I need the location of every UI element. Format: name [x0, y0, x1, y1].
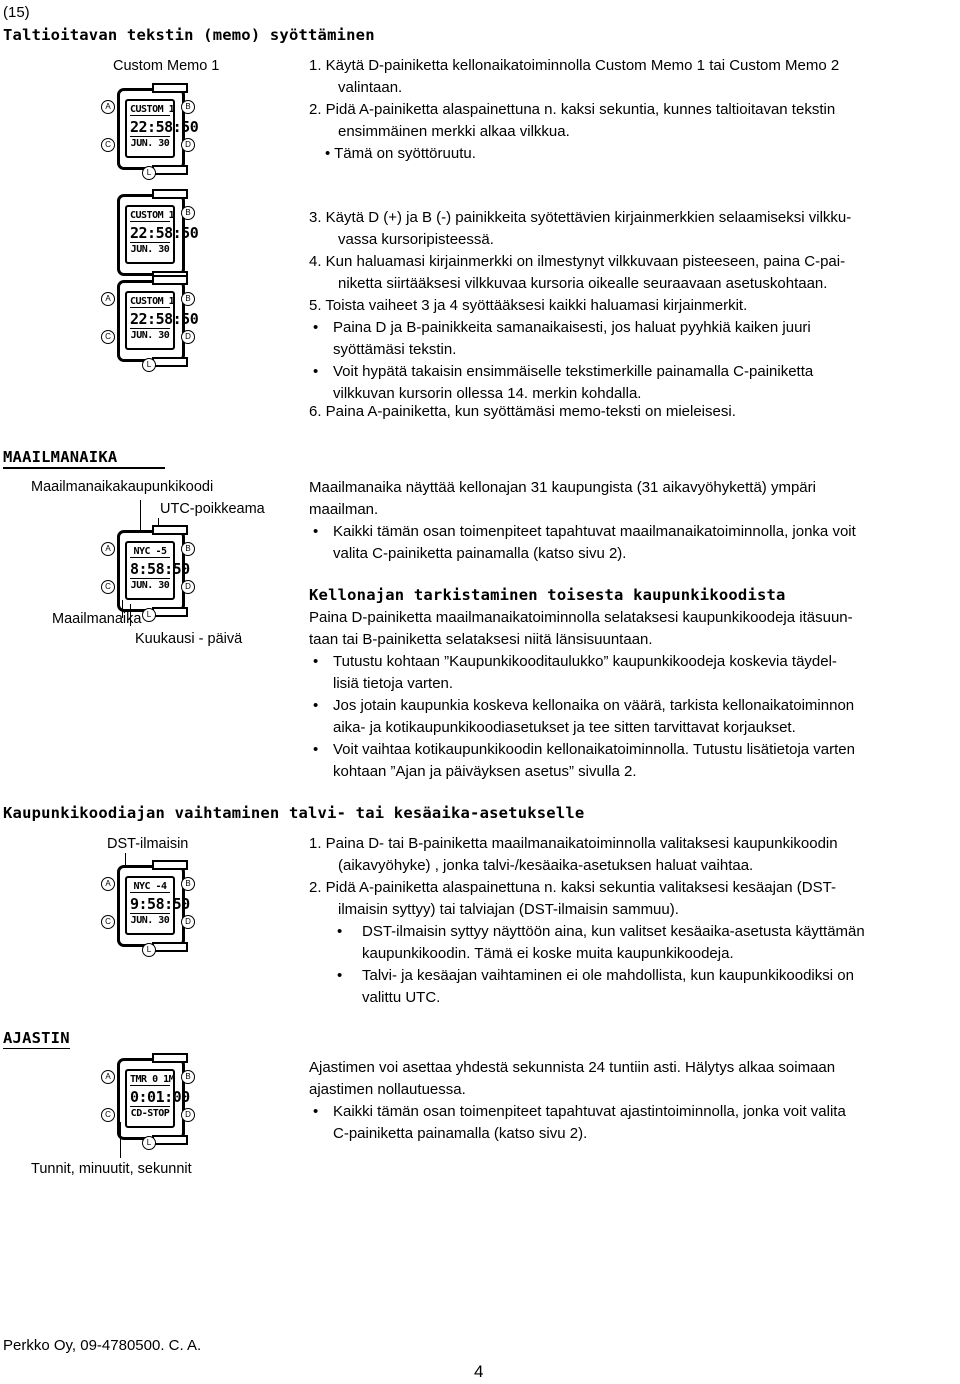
button-c-icon: C [101, 915, 115, 929]
watch-cursor-moved [100, 280, 199, 372]
label-month-day: Kuukausi - päivä [135, 631, 243, 647]
watch-row-2: 9:58:50 [130, 895, 190, 913]
label-custom-memo: Custom Memo 1 [113, 58, 220, 74]
bullet: • [313, 653, 319, 670]
watch-timer [100, 1058, 196, 1150]
watch-row-1: CUSTOM 1 [130, 210, 175, 221]
watch-row-2: 22:58:50 [130, 224, 199, 242]
button-b-icon: B [181, 100, 195, 114]
button-b-icon: B [181, 1070, 195, 1084]
button-d-icon: D [181, 1108, 195, 1122]
button-c-icon: C [101, 1108, 115, 1122]
bullet: • [313, 319, 319, 336]
label-utc-offset: UTC-poikkeama [160, 501, 265, 517]
button-b-icon: B [181, 542, 195, 556]
button-d-icon: D [181, 330, 195, 344]
watch-row-1: NYC -4 [130, 881, 170, 893]
button-d-icon: D [181, 915, 195, 929]
button-a-icon: A [101, 292, 115, 306]
subtitle-check-other-city: Kellonajan tarkistaminen toisesta kaupunkikoodista [309, 586, 786, 604]
button-l-icon: L [142, 608, 156, 622]
button-l-icon: L [142, 358, 156, 372]
watch-worldtime [100, 530, 196, 622]
title-underline [3, 467, 165, 469]
button-d-icon: D [181, 580, 195, 594]
watch-row-3: CD-STOP [130, 1108, 170, 1119]
watch-row-1: NYC -5 [130, 546, 170, 558]
bullet: • [313, 363, 319, 380]
watch-row-3: JUN. 30 [130, 915, 170, 926]
button-l-icon: L [142, 166, 156, 180]
bullet: • [313, 741, 319, 758]
label-city-code: Maailmanaikakaupunkikoodi [31, 479, 214, 495]
section-title-timer: AJASTIN [3, 1029, 70, 1047]
leader-line [120, 1122, 121, 1158]
button-d-icon: D [181, 138, 195, 152]
button-c-icon: C [101, 580, 115, 594]
watch-row-1: CUSTOM 1 [130, 296, 175, 307]
footer-publisher: Perkko Oy, 09-4780500. C. A. [3, 1337, 202, 1354]
watch-row-2: 22:58:50 [130, 310, 199, 328]
button-b-icon: B [181, 877, 195, 891]
watch-row-3: JUN. 30 [130, 244, 170, 255]
watch-dst [100, 865, 196, 957]
watch-row-3: JUN. 30 [130, 330, 170, 341]
button-a-icon: A [101, 1070, 115, 1084]
page-index: (15) [3, 4, 30, 21]
button-a-icon: A [101, 542, 115, 556]
watch-input-screen [100, 194, 199, 286]
bullet: • [313, 523, 319, 540]
button-l-icon: L [142, 943, 156, 957]
button-b-icon: B [181, 206, 195, 220]
watch-row-1: TMR 0 1M [130, 1074, 175, 1085]
watch-custom-memo [100, 88, 199, 180]
watch-row-2: 22:58:50 [130, 118, 199, 136]
label-hours-minutes-seconds: Tunnit, minuutit, sekunnit [31, 1161, 192, 1177]
button-c-icon: C [101, 330, 115, 344]
section-title-memo: Taltioitavan tekstin (memo) syöttäminen [3, 26, 375, 44]
bullet: • [313, 1103, 319, 1120]
watch-row-3: JUN. 30 [130, 138, 170, 149]
bullet: • [337, 923, 343, 940]
button-b-icon: B [181, 292, 195, 306]
watch-row-2: 0:01:00 [130, 1088, 190, 1106]
page-number: 4 [474, 1362, 484, 1381]
button-c-icon: C [101, 138, 115, 152]
watch-row-3: JUN. 30 [130, 580, 170, 591]
watch-row-2: 8:58:50 [130, 560, 190, 578]
button-l-icon: L [142, 1136, 156, 1150]
button-a-icon: A [101, 100, 115, 114]
watch-row-1: CUSTOM 1 [130, 104, 175, 115]
section-title-worldtime: MAAILMANAIKA [3, 448, 118, 466]
bullet: • [313, 697, 319, 714]
leader-line [140, 500, 141, 530]
label-world-time: Maailmanaika [52, 611, 142, 627]
label-dst-indicator: DST-ilmaisin [107, 836, 189, 852]
section-title-dst: Kaupunkikoodiajan vaihtaminen talvi- tai kesäaika-asetukselle [3, 804, 585, 822]
bullet: • [337, 967, 343, 984]
button-a-icon: A [101, 877, 115, 891]
